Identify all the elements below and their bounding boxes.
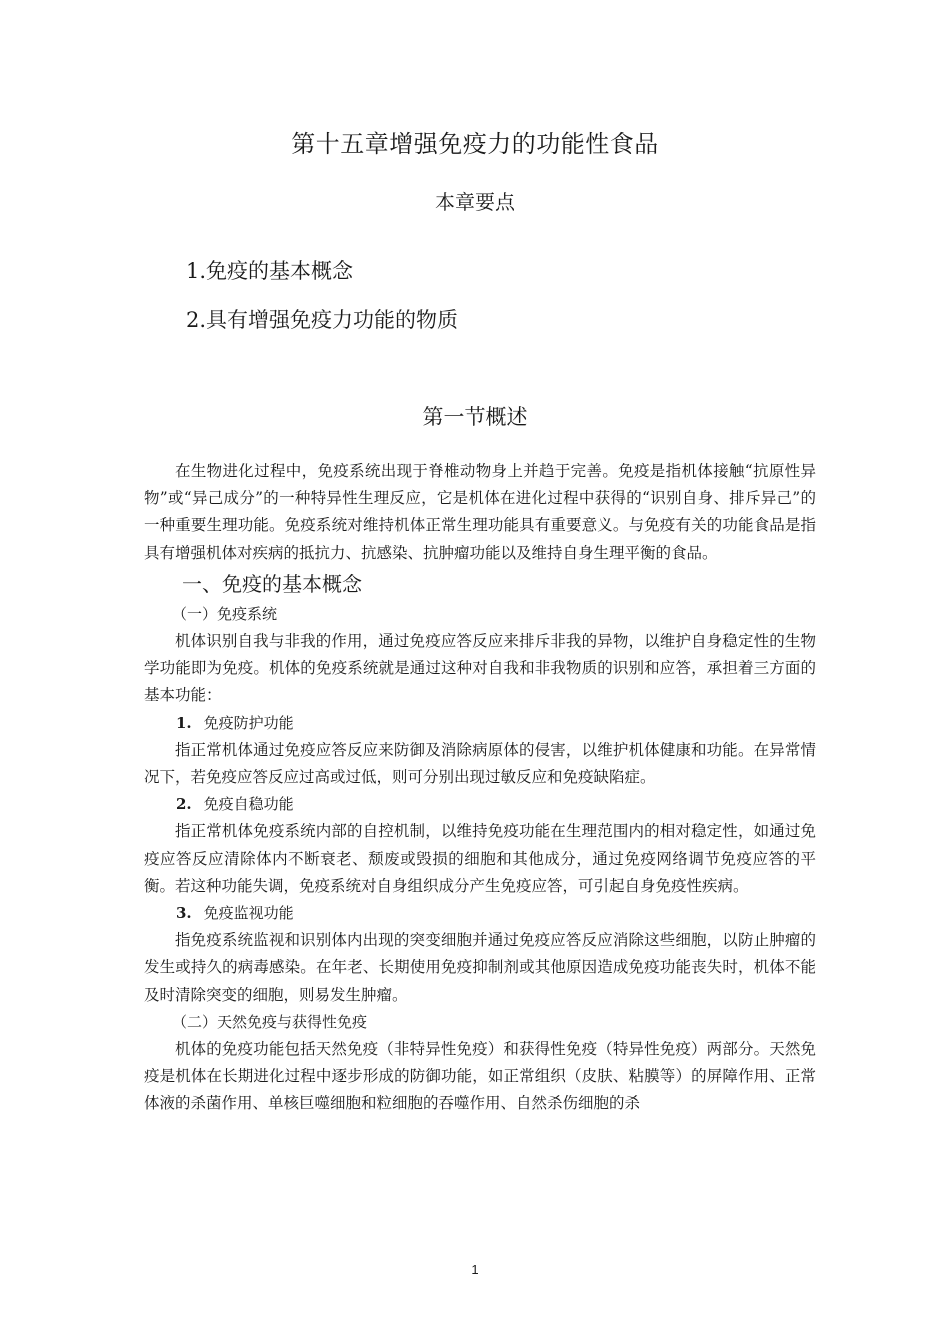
item-paragraph-homeostasis: 指正常机体免疫系统内部的自控机制，以维持免疫功能在生理范围内的相对稳定性，如通过免疫应答反应清除体内不断衰老、颓废或毁损的细胞和其他成分，通过免疫网络调节免疫应答的平衡。若这种功能失调，免疫系统对自身组织成分产生免疫应答，可引起自身免疫性疾病。 (144, 822, 816, 895)
key-point-2: 2.具有增强免疫力功能的物质 (186, 308, 459, 332)
body-text (144, 458, 816, 1118)
item-heading-homeostasis (144, 791, 816, 818)
item-number: 2. (176, 795, 192, 814)
item-heading-protection (144, 710, 816, 737)
intro-paragraph: 在生物进化过程中，免疫系统出现于脊椎动物身上并趋于完善。免疫是指机体接触“抗原性异物”或“异己成分”的一种特异性生理反应，它是机体在进化过程中获得的“识别自身、排斥异己”的一种重要生理功能。免疫系统对维持机体正常生理功能具有重要意义。与免疫有关的功能食品是指具有增强机体对疾病的抵抗力、抗感染、抗肿瘤功能以及维持自身生理平衡的食品。 (144, 462, 816, 562)
subheading-innate-acquired: （二）天然免疫与获得性免疫 (172, 1012, 368, 1031)
key-points-heading: 本章要点 (435, 190, 515, 214)
item-label: 免疫防护功能 (203, 713, 294, 732)
chapter-title: 第十五章增强免疫力的功能性食品 (291, 130, 659, 158)
section-title: 第一节概述 (422, 405, 528, 429)
immune-system-paragraph: 机体识别自我与非我的作用，通过免疫应答反应来排斥非我的异物，以维护自身稳定性的生物学功能即为免疫。机体的免疫系统就是通过这种对自我和非我物质的识别和应答，承担着三方面的基本功能： (144, 632, 816, 705)
subheading-immune-system: （一）免疫系统 (172, 604, 278, 623)
item-label: 免疫监视功能 (203, 904, 294, 923)
item-paragraph-surveillance: 指免疫系统监视和识别体内出现的突变细胞并通过免疫应答反应消除这些细胞，以防止肿瘤的发生或持久的病毒感染。在年老、长期使用免疫抑制剂或其他原因造成免疫功能丧失时，机体不能及时清除突变的细胞，则易发生肿瘤。 (144, 931, 816, 1004)
innate-acquired-paragraph: 机体的免疫功能包括天然免疫（非特异性免疫）和获得性免疫（特异性免疫）两部分。天然免疫是机体在长期进化过程中逐步形成的防御功能，如正常组织（皮肤、粘膜等）的屏障作用、正常体液的杀菌作用、单核巨噬细胞和粒细胞的吞噬作用、自然杀伤细胞的杀 (144, 1040, 816, 1113)
heading-basic-concepts: 一、免疫的基本概念 (182, 571, 362, 596)
item-heading-surveillance (144, 900, 816, 927)
item-label: 免疫自稳功能 (203, 795, 294, 814)
item-number: 3. (176, 904, 192, 923)
item-number: 1. (176, 713, 192, 732)
item-paragraph-protection: 指正常机体通过免疫应答反应来防御及消除病原体的侵害，以维护机体健康和功能。在异常情况下，若免疫应答反应过高或过低，则可分别出现过敏反应和免疫缺陷症。 (144, 740, 816, 787)
page-number: 1 (471, 1262, 479, 1277)
key-point-1: 1.免疫的基本概念 (186, 259, 354, 283)
